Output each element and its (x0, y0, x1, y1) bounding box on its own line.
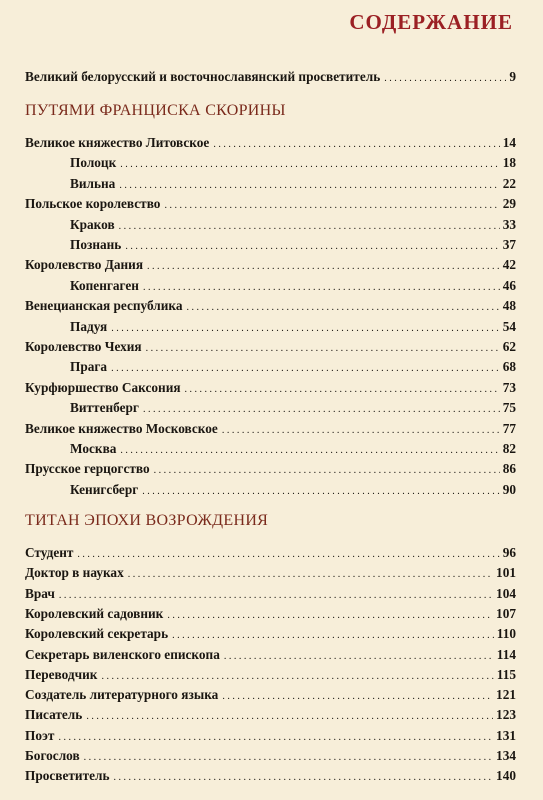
toc-leader-dots (119, 177, 499, 191)
toc-entry-label: Виттенберг (70, 400, 139, 416)
toc-leader-dots (120, 442, 499, 456)
toc-entry-label: Создатель литературного языка (25, 687, 219, 703)
toc-entry[interactable] (25, 136, 516, 150)
toc-entry-label: Краков (70, 216, 115, 232)
toc-entry-page: 48 (502, 298, 516, 314)
toc-leader-dots (213, 136, 499, 150)
toc-entry[interactable] (70, 360, 516, 374)
toc-entry-page: 54 (502, 318, 516, 334)
toc-entry-label: Переводчик (25, 666, 98, 682)
toc-entry-page: 73 (502, 379, 516, 395)
toc-entry-page: 115 (496, 666, 516, 682)
toc-entry[interactable] (25, 749, 516, 763)
toc-entry[interactable] (25, 340, 516, 354)
toc-leader-dots (154, 462, 500, 476)
toc-entry-label: Вильна (70, 175, 116, 191)
toc-leader-dots (222, 688, 493, 702)
toc-leader-dots (84, 749, 493, 763)
toc-entry[interactable] (70, 177, 516, 191)
toc-entry-page: 104 (496, 585, 516, 601)
toc-entry-label: Прусское герцогство (25, 461, 150, 477)
toc-entry-page: 42 (502, 257, 516, 273)
toc-entry-label: Великое княжество Литовское (25, 135, 210, 150)
toc-entry[interactable] (25, 708, 516, 722)
toc-entry-label: Богослов (25, 748, 80, 763)
toc-entry-label: Королевство Дания (25, 257, 144, 273)
toc-entry-page: 134 (496, 748, 516, 763)
toc-entry[interactable] (70, 238, 516, 252)
toc-entry-label: Венецианская республика (25, 298, 183, 314)
page-title: СОДЕРЖАНИЕ (349, 10, 513, 34)
toc-leader-dots (59, 587, 493, 601)
toc-leader-dots (384, 70, 506, 84)
toc-entry-page: 114 (496, 646, 516, 662)
toc-entry-label: Курфюршество Саксония (25, 379, 181, 395)
toc-leader-dots (143, 401, 500, 415)
toc-entry-label: Студент (25, 545, 74, 560)
toc-entry[interactable] (25, 688, 516, 702)
toc-entry[interactable] (25, 627, 516, 641)
toc-entry-page: 29 (502, 196, 516, 212)
toc-entry-page: 140 (496, 768, 516, 784)
toc-entry-label: Прага (70, 359, 108, 375)
toc-entry-page: 86 (502, 461, 516, 477)
toc-entry-label: Доктор в науках (25, 565, 124, 581)
toc-entry-label: Копенгаген (70, 277, 139, 293)
toc-entry-label: Кенигсберг (70, 481, 139, 497)
toc-entry-page: 62 (502, 339, 516, 354)
toc-entry-intro[interactable] (25, 70, 516, 84)
toc-entry-page: 33 (502, 216, 516, 232)
toc-entry-label: Великий белорусский и восточнославянский просветитель (25, 69, 381, 84)
toc-entry-page: 75 (502, 400, 516, 416)
toc-entry-label: Великое княжество Московское (25, 420, 218, 436)
toc-entry-label: Москва (70, 441, 117, 456)
toc-entry-label: Королевство Чехия (25, 339, 142, 354)
toc-leader-dots (167, 607, 493, 621)
toc-entry-label: Королевский садовник (25, 605, 164, 621)
toc-entry-label: Польское королевство (25, 196, 161, 212)
toc-leader-dots (111, 360, 500, 374)
toc-entry[interactable] (25, 607, 516, 621)
toc-leader-dots (224, 648, 494, 662)
toc-entry[interactable] (70, 320, 516, 334)
toc-leader-dots (58, 729, 493, 743)
toc-leader-dots (114, 769, 494, 783)
toc-leader-dots (187, 299, 500, 313)
toc-entry[interactable] (70, 279, 516, 293)
toc-entry-page: 96 (502, 545, 516, 560)
toc-entry[interactable] (25, 546, 516, 560)
toc-leader-dots (86, 708, 493, 722)
toc-entry[interactable] (25, 197, 516, 211)
toc-entry-page: 107 (496, 605, 516, 621)
toc-entry-page: 101 (496, 565, 516, 581)
toc-entry[interactable] (25, 462, 516, 476)
toc-entry[interactable] (25, 769, 516, 783)
toc-entry[interactable] (70, 442, 516, 456)
toc-entry-label: Поэт (25, 727, 55, 743)
toc-entry-label: Королевский секретарь (25, 626, 169, 642)
section-heading-2: ТИТАН ЭПОХИ ВОЗРОЖДЕНИЯ (25, 512, 269, 529)
toc-entry[interactable] (25, 587, 516, 601)
toc-entry[interactable] (70, 483, 516, 497)
toc-leader-dots (111, 320, 499, 334)
toc-entry-page: 22 (502, 175, 516, 191)
toc-entry[interactable] (25, 566, 516, 580)
toc-leader-dots (164, 197, 499, 211)
toc-leader-dots (146, 340, 500, 354)
toc-entry-page: 121 (496, 687, 516, 703)
section-heading-1: ПУТЯМИ ФРАНЦИСКА СКОРИНЫ (25, 102, 286, 119)
toc-leader-dots (142, 483, 499, 497)
toc-leader-dots (77, 546, 499, 560)
toc-entry[interactable] (25, 381, 516, 395)
toc-entry-page: 131 (496, 727, 516, 743)
toc-entry-label: Писатель (25, 707, 83, 723)
toc-entry-label: Полоцк (70, 155, 117, 171)
toc-entry-page: 9 (509, 69, 516, 84)
toc-leader-dots (119, 218, 500, 232)
toc-entry-page: 110 (496, 626, 516, 642)
toc-entry-label: Просветитель (25, 768, 110, 784)
toc-entry-page: 37 (502, 237, 516, 252)
toc-entry-label: Секретарь виленского епископа (25, 646, 220, 662)
toc-entry[interactable] (70, 156, 516, 170)
toc-entry[interactable] (25, 422, 516, 436)
toc-entry[interactable] (25, 729, 516, 743)
toc-entry-label: Врач (25, 585, 55, 601)
toc-entry-page: 90 (502, 481, 516, 497)
toc-leader-dots (125, 238, 499, 252)
toc-entry-page: 77 (502, 420, 516, 436)
toc-entry[interactable] (25, 258, 516, 272)
toc-entry-page: 46 (502, 277, 516, 293)
toc-entry-page: 123 (496, 707, 516, 723)
toc-entry-label: Падуя (70, 318, 108, 334)
toc-leader-dots (143, 279, 500, 293)
toc-entry[interactable] (25, 648, 516, 662)
toc-leader-dots (222, 422, 500, 436)
toc-entry[interactable] (25, 299, 516, 313)
toc-leader-dots (101, 668, 493, 682)
toc-entry-page: 68 (502, 359, 516, 375)
toc-entry-label: Познань (70, 237, 122, 252)
toc-entry-page: 14 (502, 135, 516, 150)
toc-leader-dots (120, 156, 499, 170)
toc-leader-dots (128, 566, 493, 580)
toc-entry-page: 18 (502, 155, 516, 171)
toc-leader-dots (147, 258, 500, 272)
toc-leader-dots (172, 627, 494, 641)
toc-leader-dots (185, 381, 500, 395)
toc-entry-page: 82 (502, 441, 516, 456)
toc-entry[interactable] (70, 218, 516, 232)
toc-entry[interactable] (25, 668, 516, 682)
toc-entry[interactable] (70, 401, 516, 415)
